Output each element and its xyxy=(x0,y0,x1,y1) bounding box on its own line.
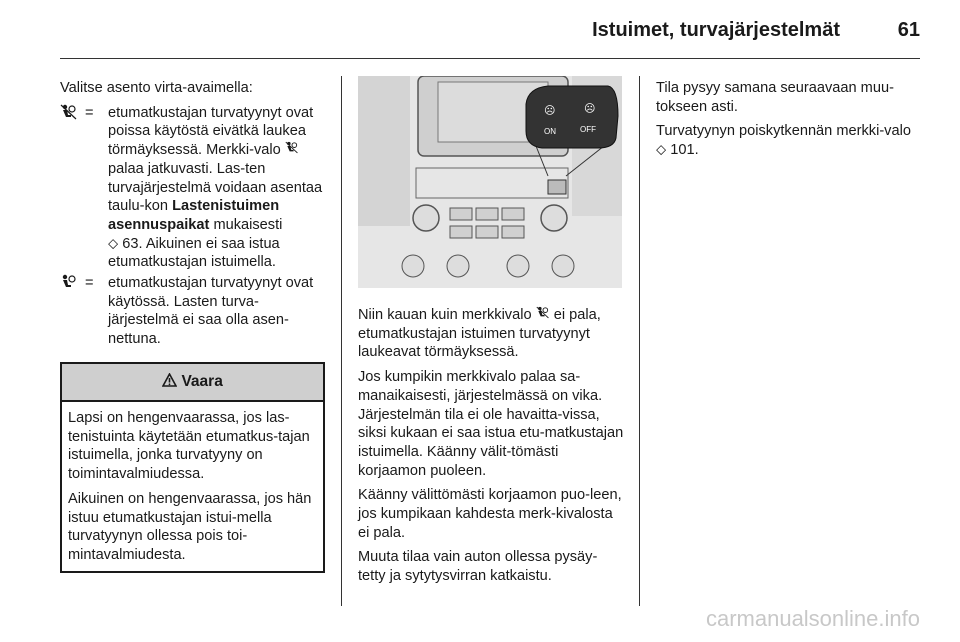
middle-column xyxy=(358,306,624,592)
airbag-off-icon xyxy=(536,307,550,323)
svg-text:☹: ☹ xyxy=(584,103,596,115)
warning-title: Vaara xyxy=(181,373,223,390)
indicator-off-label: OFF xyxy=(580,125,596,134)
definition-airbag-on xyxy=(60,274,326,349)
airbag-on-icon xyxy=(60,274,82,296)
table-reference: Lastenistuimen asennuspaikat xyxy=(108,198,280,233)
svg-text:☹: ☹ xyxy=(544,105,556,117)
left-column xyxy=(60,79,326,351)
warning-paragraph: Aikuinen on hengenvaarassa, jos hän istuu etumatkustajan istui-mella turvatyynyn ollessa pois toi-mintavalmiudesta. xyxy=(68,490,312,563)
paragraph: Muuta tilaa vain auton ollessa pysäy-tetty ja sytytysvirran katkaistu. xyxy=(358,549,598,585)
intro-text: Valitse asento virta-avaimella: xyxy=(60,80,253,96)
equals-sign: = xyxy=(85,104,94,121)
definition-text: etumatkustajan turvatyynyt ovat käytössä. Lasten turva-järjestelmä ei saa olla asen-nettuna. xyxy=(108,275,314,348)
equals-sign: = xyxy=(85,275,94,292)
indicator-on-label: ON xyxy=(544,127,556,136)
right-column xyxy=(656,79,922,166)
warning-triangle-icon xyxy=(162,373,181,390)
column-divider-right xyxy=(639,76,640,606)
warning-body xyxy=(62,402,323,571)
watermark: carmanualsonline.info xyxy=(705,606,920,631)
airbag-off-icon xyxy=(60,104,82,126)
header-rule xyxy=(60,58,920,59)
page-number: 61 xyxy=(897,19,920,41)
warning-paragraph: Lapsi on hengenvaarassa, jos las-tenistuinta käytetään etumatkus-tajan istuimella, jonka turvatyyny on toimintavalmiudessa. xyxy=(68,410,310,483)
airbag-off-icon xyxy=(285,142,299,158)
definition-text: 63. Aikuinen ei saa istua etumatkustajan istuimella. xyxy=(108,235,280,271)
page-ref-arrow-icon: ⬦ xyxy=(656,142,667,159)
paragraph: Niin kauan kuin merkkivalo ei pala, etumatkustajan istuimen turvatyynyt laukeavat törmäyksessä. xyxy=(358,307,601,361)
dashboard-illustration xyxy=(358,76,622,288)
paragraph: Jos kumpikin merkkivalo palaa sa-manaikaisesti, järjestelmässä on vika. Järjestelmän tila ei ole havaitta-vissa, siksi kukaan ei saa istua etu-matkustajan istuimella. Käänny välit-tömästi korjaamon puoleen. xyxy=(358,369,624,479)
column-divider-left xyxy=(341,76,342,606)
definition-text: mukaisesti xyxy=(213,216,283,233)
page-title: Istuimet, turvajärjestelmät xyxy=(592,19,840,41)
paragraph: Turvatyynyn poiskytkennän merkki-valo ⬦ 101. xyxy=(656,123,911,159)
definition-airbag-off xyxy=(60,104,326,272)
warning-box xyxy=(60,362,325,573)
definition-text: etumatkustajan turvatyynyt ovat poissa käytöstä eivätkä laukea törmäyksessä. Merkki-valo xyxy=(108,104,314,159)
paragraph: Tila pysyy samana seuraavaan muu-tokseen asti. xyxy=(656,80,894,115)
paragraph: Käänny välittömästi korjaamon puo-leen, jos kumpikaan kahdesta merk-kivalosta ei pala. xyxy=(358,487,622,541)
warning-header xyxy=(62,364,323,402)
page-ref-arrow-icon: ⬦ xyxy=(108,235,119,252)
definition-text: palaa jatkuvasti. Las-ten turvajärjestelmä voidaan asentaa taulu-kon xyxy=(108,160,323,215)
